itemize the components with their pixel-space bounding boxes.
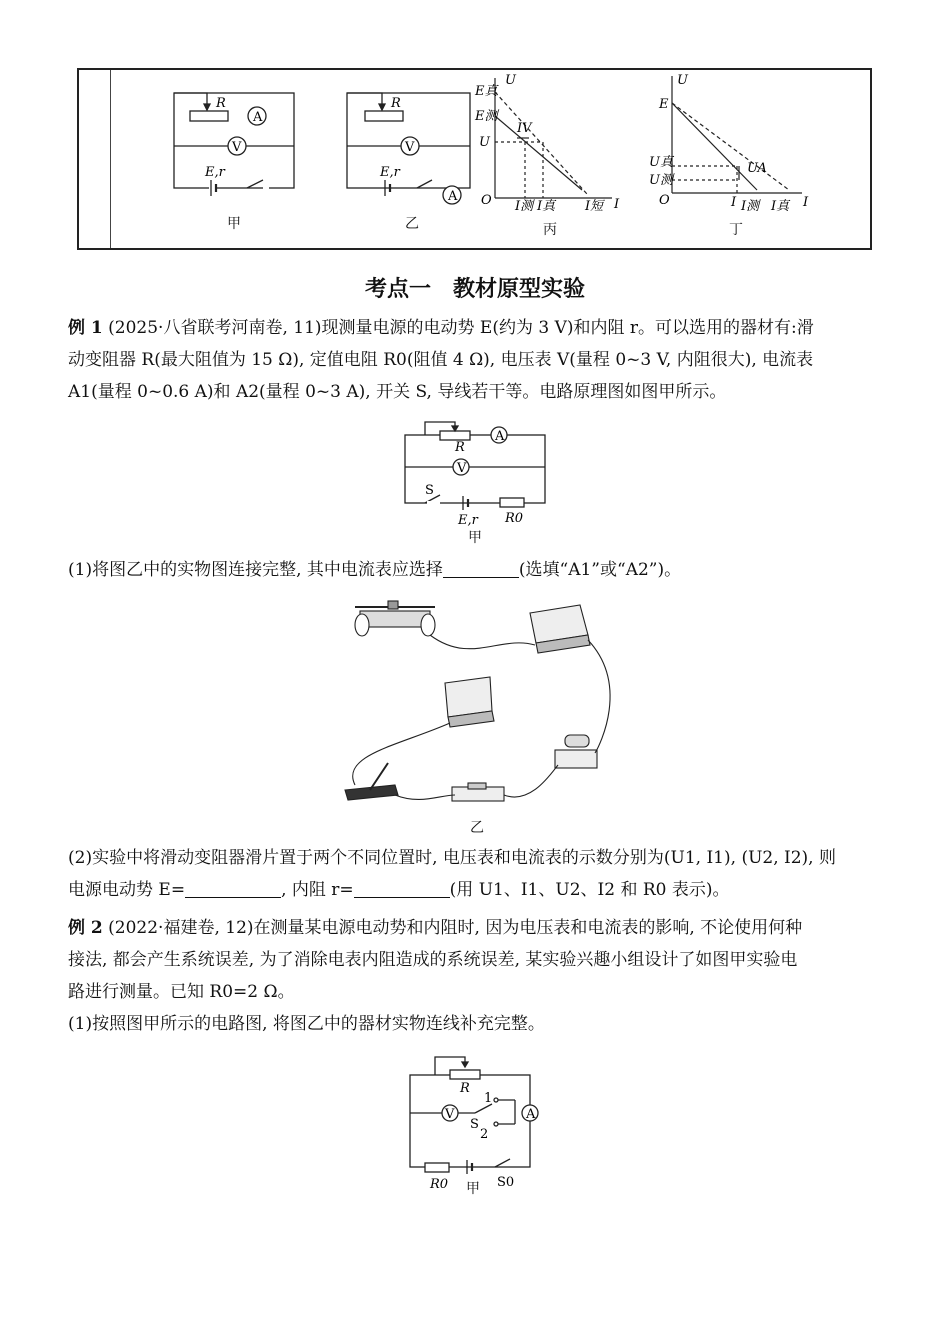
ex2-contact-2: 2	[480, 1127, 489, 1142]
rheostat	[360, 611, 430, 627]
example2-q1: (1)按照图甲所示的电路图, 将图乙中的器材实物连线补充完整。	[68, 1014, 545, 1034]
example2-text	[68, 912, 883, 1040]
bing-U-axis: U	[505, 73, 516, 88]
top-figures-svg	[77, 68, 872, 250]
bing-I-short: I短	[585, 199, 604, 214]
ding-I-axis: I	[803, 195, 809, 210]
q2-line2a: 电源电动势 E=	[68, 880, 186, 900]
ding-I-label: I	[731, 195, 737, 210]
bing-origin: O	[481, 193, 492, 208]
q2-line2b: , 内阻 r=	[281, 880, 354, 900]
example2-line2: 接法, 都会产生系统误差, 为了消除电表内阻造成的系统误差, 某实验兴趣小组设计了如图甲实验电	[68, 950, 798, 970]
example2-label: 例 2	[68, 918, 103, 938]
ex1-V-label: V	[457, 461, 467, 476]
ex1-Er-label: E,r	[458, 513, 478, 528]
ex2-V-label: V	[445, 1107, 455, 1122]
yi-er-label: E,r	[380, 165, 400, 180]
yi-voltmeter-label: V	[405, 140, 415, 155]
example1-text	[68, 312, 883, 408]
bing-IV-label: IV	[517, 121, 532, 136]
example1-q2	[68, 842, 883, 906]
ex1-yi-caption: 乙	[470, 820, 484, 835]
q2-E-blank[interactable]	[185, 879, 281, 898]
bing-U-label: U	[479, 135, 490, 150]
yi-caption: 乙	[405, 216, 419, 232]
example2-source: (2022·福建卷, 12)	[108, 918, 254, 938]
ding-caption: 丁	[729, 222, 743, 238]
ding-I-meas: I测	[741, 199, 760, 214]
ex2-S-label: S	[470, 1117, 479, 1132]
jia-ammeter-label: A	[253, 110, 263, 125]
example1-q1	[68, 554, 883, 586]
ex1-S-label: S	[425, 483, 434, 498]
example1-circuit-jia	[395, 420, 560, 545]
jia-voltmeter-label: V	[232, 140, 242, 155]
ex2-S0-label: S0	[497, 1175, 515, 1190]
graph-ding	[672, 76, 802, 193]
ex2-A-label: A	[526, 1107, 536, 1122]
jia-caption: 甲	[227, 216, 241, 232]
ding-U-true: U真	[649, 155, 673, 170]
jia-R-label: R	[216, 96, 226, 111]
ex2-jia-caption: 甲	[466, 1181, 480, 1197]
example1-label: 例 1	[68, 318, 103, 338]
ex2-R-label: R	[460, 1081, 470, 1096]
yi-R-label: R	[391, 96, 401, 111]
q1-text: (1)将图乙中的实物图连接完整, 其中电流表应选择	[68, 560, 443, 580]
example1-apparatus-yi	[340, 595, 625, 835]
ding-E-label: E	[659, 97, 669, 112]
ex1-A-label: A	[495, 429, 505, 444]
jia-er-label: E,r	[205, 165, 225, 180]
example1-source: (2025·八省联考河南卷, 11)	[108, 318, 322, 338]
q2-r-blank[interactable]	[354, 879, 450, 898]
q2-line2c: (用 U1、I1、U2、I2 和 R0 表示)。	[449, 880, 730, 900]
bing-I-true: I真	[537, 199, 556, 214]
graph-bing	[495, 78, 612, 198]
yi-ammeter-label: A	[448, 189, 458, 204]
example2-line1: 在测量某电源电动势和内阻时, 因为电压表和电流表的影响, 不论使用何种	[253, 918, 803, 938]
bing-I-meas: I测	[515, 199, 534, 214]
example1-line2: 动变阻器 R(最大阻值为 15 Ω), 定值电阻 R0(阻值 4 Ω), 电压表 V(量程 0~3 V, 内阻很大), 电流表	[68, 350, 814, 370]
q2-line1: (2)实验中将滑动变阻器滑片置于两个不同位置时, 电压表和电流表的示数分别为(U1, I1), (U2, I2), 则	[68, 848, 836, 868]
ex2-contact-1: 1	[484, 1091, 493, 1106]
ex1-jia-caption: 甲	[468, 530, 482, 545]
ex1-R0-label: R0	[505, 511, 524, 526]
ding-origin: O	[659, 193, 670, 208]
resistor	[555, 750, 597, 768]
ding-I-true: I真	[771, 199, 790, 214]
q1-answer-blank[interactable]	[443, 559, 519, 578]
bing-E-meas: E测	[475, 109, 498, 124]
bing-I-axis: I	[614, 197, 620, 212]
ding-UA-label: UA	[747, 161, 767, 176]
bing-caption: 丙	[543, 222, 557, 238]
section-title: 考点一 教材原型实验	[364, 277, 585, 302]
ding-U-meas: U测	[649, 173, 673, 188]
ex1-R-label: R	[455, 440, 465, 455]
q1-tail: (选填“A1”或“A2”)。	[518, 560, 682, 580]
example1-line1: 现测量电源的电动势 E(约为 3 V)和内阻 r。可以选用的器材有:滑	[321, 318, 814, 338]
example2-line3: 路进行测量。已知 R0=2 Ω。	[68, 982, 295, 1002]
bing-E-true: E真	[475, 84, 498, 99]
ex2-R0-label: R0	[430, 1177, 449, 1192]
voltmeter	[445, 677, 492, 717]
ding-U-axis: U	[677, 73, 688, 88]
example1-line3: A1(量程 0~0.6 A)和 A2(量程 0~3 A), 开关 S, 导线若干等。电路原理图如图甲所示。	[68, 382, 727, 402]
